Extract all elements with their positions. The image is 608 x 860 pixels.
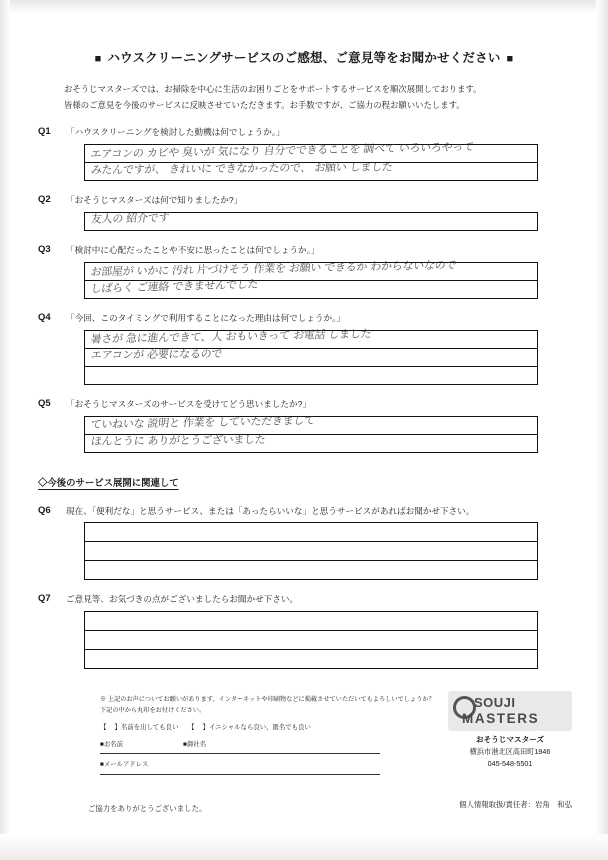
section-heading: ◇今後のサービス展開に関連して: [38, 476, 179, 488]
question-block-q6: [36, 505, 572, 581]
question-text-q7: ご意見等、お気づきの点がございましたらお聞かせ下さい。: [66, 594, 299, 605]
answer-box-q6[interactable]: [84, 522, 538, 580]
answer-line: [85, 561, 537, 580]
scan-edge-left: [0, 0, 10, 860]
question-block-q7: [36, 593, 572, 669]
consent-checkboxes[interactable]: 【 】名前を出しても良い 【 】イニシャルなら良い、匿名でも良い: [100, 724, 311, 732]
question-text-q6: 現在、「便利だな」と思うサービス、または「あったらいいな」と思うサービスがあればお聞かせ下さい。: [66, 505, 475, 516]
survey-sheet: [36, 26, 572, 826]
question-number-q7: Q7: [38, 593, 51, 605]
handwriting-q1-line1: エアコンの カビや 臭いが 気になり 自分でできることを 調べて いろいろやって: [89, 140, 475, 161]
answer-line: [85, 213, 537, 231]
contact-fields: [100, 739, 400, 774]
scan-edge-top: [0, 0, 608, 14]
question-number-q5: Q5: [38, 397, 51, 409]
title-marker-right: ■: [506, 53, 514, 65]
question-block-q2: [36, 194, 572, 231]
answer-box-q7[interactable]: [84, 611, 538, 669]
question-number-q3: Q3: [38, 243, 51, 255]
question-text-q3: 「検討中に心配だったことや不安に思ったことは何でしょうか。」: [66, 244, 320, 255]
scan-edge-right: [596, 0, 608, 860]
field-label-mail: ■メールアドレス: [100, 761, 149, 769]
field-row-name-company[interactable]: [100, 739, 380, 754]
handwriting-q5-line2: ほんとうに ありがとうございました: [90, 432, 267, 448]
answer-box-q5[interactable]: [84, 413, 538, 453]
handwriting-q1-line2: みたんですが、 きれいに できなかったので、 お願い しました: [90, 160, 394, 177]
answer-line: [85, 523, 537, 542]
company-address: 横浜市港北区高田町1946: [469, 747, 551, 757]
question-number-q4: Q4: [38, 311, 51, 323]
page-title: [36, 48, 572, 66]
question-text-q2: 「おそうじマスターズは何で知りましたか?」: [66, 194, 243, 205]
consent-note: [100, 695, 435, 779]
question-block-q4: [36, 312, 572, 385]
handwriting-q4-line2: エアコンが 必要になるので: [90, 346, 223, 362]
answer-box-q3[interactable]: [84, 258, 538, 299]
thanks-text: ご協力をありがとうございました。: [88, 804, 207, 814]
privacy-responsible: 個人情報取扱/責任者：岩角 和弘: [459, 800, 572, 810]
question-number-q6: Q6: [38, 504, 51, 516]
answer-line: [85, 612, 537, 631]
title-marker-left: ■: [94, 53, 102, 65]
intro-paragraph: [64, 82, 544, 113]
handwriting-q5-line1: ていねいな 説明と 作業を していただきまして: [90, 413, 316, 431]
question-text-q4: 「今回、このタイミングで利用することになった理由は何でしょうか。」: [66, 312, 345, 323]
field-label-name: ■お名前: [100, 741, 124, 749]
handwriting-q3-line1: お部屋が いかに 汚れ 片づけそう 作業を お願い できるか わからないなので: [89, 258, 457, 279]
answer-line: [85, 542, 537, 561]
company-logo-block: [448, 691, 572, 769]
company-phone: 045-548-5501: [487, 758, 533, 768]
answer-box-q2[interactable]: [84, 212, 538, 231]
consent-note-line-2: 下記の中から丸印をお付けください。: [100, 707, 206, 715]
title-text: ハウスクリーニングサービスのご感想、ご意見等をお聞かせください: [107, 51, 501, 65]
scan-edge-bottom: [0, 834, 608, 860]
answer-line: [85, 346, 537, 367]
logo-text-souji: SOUJI: [474, 695, 516, 711]
answer-line: [85, 277, 537, 299]
answer-line: [85, 367, 537, 385]
question-block-q5: [36, 398, 572, 453]
question-block-q3: [36, 244, 572, 299]
handwriting-q2-line1: 友人の 紹介です: [90, 211, 170, 226]
answer-box-q4[interactable]: [84, 326, 538, 385]
handwriting-q3-line2: しばらく ご連絡 できませんでした: [89, 277, 259, 296]
answer-line: [85, 160, 537, 181]
answer-line: [85, 631, 537, 650]
answer-line: [85, 432, 537, 453]
question-number-q2: Q2: [38, 193, 51, 205]
question-number-q1: Q1: [38, 126, 51, 138]
answer-line: [85, 650, 537, 669]
answer-box-q1[interactable]: [84, 140, 538, 181]
footer-area: [36, 695, 572, 815]
company-name: おそうじマスターズ: [476, 735, 544, 745]
company-contact: [448, 734, 572, 769]
consent-note-line-1: ※ 上記のお声についてお願いがあります。インターネットや印刷物などに掲載させていただいてもよろしいでしょうか？: [100, 696, 435, 704]
field-row-mail[interactable]: [100, 759, 380, 774]
osouji-masters-logo-icon: [448, 691, 572, 731]
question-block-q1: [36, 126, 572, 181]
intro-line-1: おそうじマスターズでは、お掃除を中心に生活のお困りごとをサポートするサービスを順次展開しております。: [64, 84, 482, 94]
question-text-q1: 「ハウスクリーニングを検討した動機は何でしょうか。」: [66, 127, 285, 138]
intro-line-2: 皆様のご意見を今後のサービスに反映させていただきます。お手数ですが、ご協力の程お願いいたします。: [64, 99, 465, 110]
question-text-q5: 「おそうじマスターズのサービスを受けてどう思いましたか?」: [66, 398, 311, 409]
handwriting-q4-line1: 暑さが 急に進んできて、人 おもいきって お電話 しました: [89, 326, 373, 346]
field-label-company: ■御社名: [183, 741, 207, 749]
logo-text-masters: MASTERS: [462, 711, 540, 727]
